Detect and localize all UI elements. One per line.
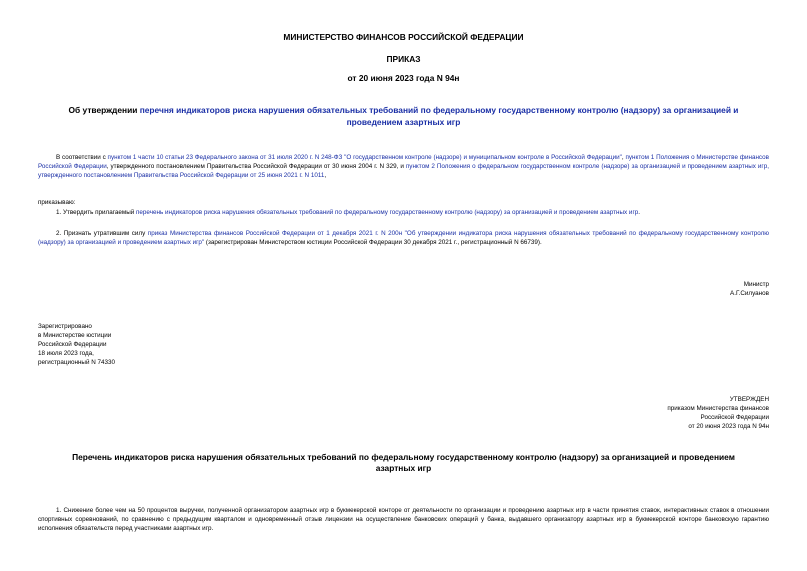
- signature-role: Министр: [743, 281, 769, 288]
- preamble-text-4: ,: [324, 172, 327, 179]
- indicator-list-link[interactable]: перечень индикаторов риска нарушения обязательных требований по федеральному государственному контролю (надзору) за организацией и проведением азартных игр: [136, 209, 639, 216]
- preamble-text-3: , утвержденного постановлением Правительства Российской Федерации от 30 июня 2004 г. N 329, и: [106, 163, 406, 170]
- registration-line: Российской Федерации: [38, 341, 107, 348]
- approved-line: УТВЕРЖДЕН: [729, 396, 769, 403]
- item-2-text-1: 2. Признать утратившим силу: [56, 230, 148, 237]
- item-1-paragraph: [38, 208, 769, 217]
- order-title: [48, 104, 759, 128]
- title-link[interactable]: перечня индикаторов риска нарушения обязательных требований по федеральному государственному контролю (надзору) за организацией и проведением азартных игр: [139, 105, 739, 127]
- preamble-text-1: В соответствии с: [56, 154, 108, 161]
- title-prefix: Об утверждении: [68, 105, 140, 115]
- order-date: от 20 июня 2023 года N 94н: [347, 73, 460, 83]
- approved-line: от 20 июня 2023 года N 94н: [688, 423, 769, 430]
- order-word: приказываю:: [38, 199, 76, 206]
- law-248-link[interactable]: пунктом 1 части 10 статьи 23 Федерального закона от 31 июля 2020 г. N 248-ФЗ "О государственном контроле (надзоре) и муниципальном контроле в Российской Федерации": [107, 154, 622, 161]
- approved-block: [667, 395, 769, 431]
- preamble-paragraph: [38, 153, 769, 180]
- item-2-text-2: (зарегистрирован Министерством юстиции Российской Федерации 30 декабря 2021 г., регистрационный N 66739).: [204, 239, 542, 246]
- signature-name: А.Г.Силуанов: [730, 290, 769, 297]
- approved-line: приказом Министерства финансов: [667, 405, 769, 412]
- approved-line: Российской Федерации: [700, 414, 769, 421]
- ministry-regulation-link[interactable]: пунктом 1 Положения о Министерстве финансов Российской Федерации: [38, 154, 769, 170]
- list-item-1: 1. Снижение более чем на 50 процентов выручки, полученной организатором азартных игр в букмекерской конторе от деятельности по организации и проведению азартных игр в части принятия ставок, интерактивных ставок в отношении спортивных соревнований, по сравнению с предыдущим кварталом и одновременный отзыв лицензии на осуществление банковских операций у банка, выдавшего организатору азартных игр в букмекерской конторе банковскую гарантию исполнения обязательств перед участниками азартных игр.: [38, 507, 769, 532]
- registration-line: Зарегистрировано: [38, 323, 92, 330]
- item-1-text-2: .: [638, 209, 640, 216]
- list-title: Перечень индикаторов риска нарушения обязательных требований по федеральному государственному контролю (надзору) за организацией и проведением азартных игр: [72, 452, 735, 473]
- control-regulation-link[interactable]: пунктом 2 Положения о федеральном государственном контроле (надзоре) за организацией и проведением азартных игр, утвержденного постановлением Правительства Российской Федерации от 25 июня 2021 г. N 1011: [38, 163, 769, 179]
- order-heading: ПРИКАЗ: [386, 54, 421, 64]
- registration-line: 18 июля 2023 года,: [38, 350, 94, 357]
- preamble-text-2: ,: [621, 154, 626, 161]
- ministry-heading: МИНИСТЕРСТВО ФИНАНСОВ РОССИЙСКОЙ ФЕДЕРАЦИИ: [283, 32, 524, 42]
- registration-line: регистрационный N 74330: [38, 359, 116, 366]
- registration-block: [38, 322, 115, 367]
- order-200n-link[interactable]: приказ Министерства финансов Российской Федерации от 1 декабря 2021 г. N 200н "Об утверждении индикатора риска нарушения обязательных требований по федеральному государственному контролю (надзору) за организацией и проведением азартных игр": [38, 230, 769, 246]
- signature-block: [730, 280, 769, 298]
- item-2-paragraph: [38, 229, 769, 247]
- registration-line: в Министерстве юстиции: [38, 332, 112, 339]
- item-1-text-1: 1. Утвердить прилагаемый: [56, 209, 137, 216]
